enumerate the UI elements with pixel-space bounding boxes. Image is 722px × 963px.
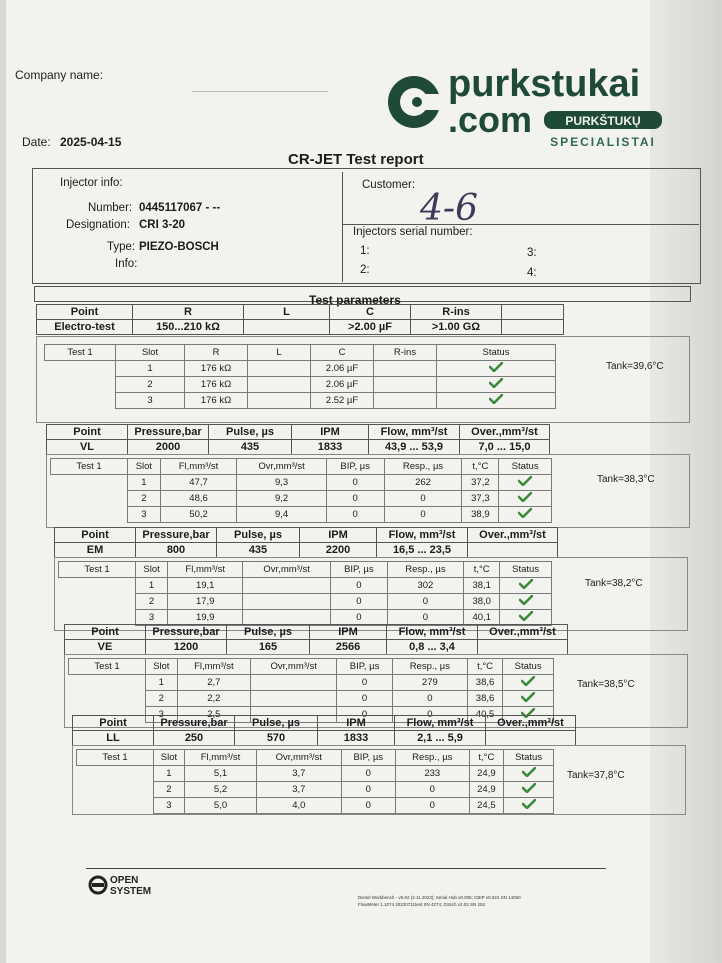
point-name: VE <box>65 640 146 655</box>
h-over: Over.,mm³/st <box>486 716 576 731</box>
cell-c: 2.52 µF <box>311 393 374 409</box>
company-label: Company name: <box>15 68 104 82</box>
cell-slot: 1 <box>154 766 185 782</box>
cell-bip: 0 <box>331 610 388 626</box>
electro-tank: Tank=39,6°C <box>606 361 664 372</box>
cell-slot: 2 <box>116 377 185 393</box>
status-cell <box>437 377 556 393</box>
test-label: Test 1 <box>51 459 128 475</box>
date-label: Date: <box>22 135 51 149</box>
row-spacer <box>59 578 136 594</box>
point-param-table <box>64 624 568 655</box>
handwritten-customer <box>418 182 508 228</box>
cell-resp: 0 <box>395 782 469 798</box>
point-ipm: 2566 <box>310 640 387 655</box>
electro-point: Electro-test <box>37 320 133 335</box>
cell-slot: 3 <box>136 610 168 626</box>
serial-2: 2: <box>360 264 370 276</box>
open-system-logo <box>88 873 188 902</box>
injector-info-label: Injector info: <box>60 177 123 189</box>
cell-fl: 2,5 <box>177 707 251 723</box>
col-header: BIP, µs <box>341 750 395 766</box>
ec-rins: R-ins <box>374 345 437 361</box>
info-divider <box>342 172 343 282</box>
point-param-table <box>54 527 558 558</box>
cell-rins <box>374 393 437 409</box>
col-header: BIP, µs <box>326 459 384 475</box>
purkstukai-logo <box>384 60 674 155</box>
point-results-table <box>58 561 552 626</box>
status-cell <box>437 361 556 377</box>
point-pulse: 435 <box>217 543 300 558</box>
point-pulse: 435 <box>209 440 292 455</box>
cell-rins <box>374 377 437 393</box>
status-cell <box>500 578 552 594</box>
cell-ovr <box>251 691 337 707</box>
cell-r: 176 kΩ <box>185 377 248 393</box>
checkmark-icon <box>521 692 535 702</box>
row-spacer <box>51 475 128 491</box>
h-flow: Flow, mm³/st <box>395 716 486 731</box>
table-row <box>51 507 552 523</box>
table-row <box>59 594 552 610</box>
footer-line-1: Diesel Workbench - v6.92 (2.11.2023); Serial Hub v0.005; CBIP v0.024 SN 14060 <box>358 895 521 900</box>
col-header: Ovr,mm³/st <box>251 659 337 675</box>
h-l: L <box>244 305 330 320</box>
number-value: 0445117067 - -- <box>139 202 221 214</box>
electro-param-table <box>36 304 564 335</box>
electro-l <box>244 320 330 335</box>
cell-bip: 0 <box>337 691 393 707</box>
cell-resp: 0 <box>387 610 463 626</box>
checkmark-icon <box>519 579 533 589</box>
status-cell <box>437 393 556 409</box>
h-point: Point <box>37 305 133 320</box>
col-header: Slot <box>146 659 178 675</box>
cell-slot: 2 <box>146 691 178 707</box>
cell-resp: 0 <box>392 691 467 707</box>
open-system-logo-graphic <box>88 873 188 897</box>
cell-ovr: 4,0 <box>257 798 341 814</box>
company-name-line <box>192 91 328 92</box>
cell-l <box>248 361 311 377</box>
table-row <box>69 675 554 691</box>
cell-fl: 47,7 <box>160 475 237 491</box>
cell-temp: 40,1 <box>464 610 500 626</box>
point-pulse: 570 <box>235 731 318 746</box>
point-tank: Tank=38,2°C <box>585 578 643 589</box>
col-header: t,°C <box>462 459 499 475</box>
cell-fl: 19,9 <box>168 610 243 626</box>
cell-resp: 0 <box>392 707 467 723</box>
cell-r: 176 kΩ <box>185 361 248 377</box>
point-tank: Tank=38,5°C <box>577 679 635 690</box>
checkmark-icon <box>489 394 503 404</box>
h-over: Over.,mm³/st <box>460 425 550 440</box>
type-value: PIEZO-BOSCH <box>139 241 219 253</box>
point-pulse: 165 <box>227 640 310 655</box>
col-header: Ovr,mm³/st <box>257 750 341 766</box>
cell-bip: 0 <box>331 578 388 594</box>
point-ipm: 2200 <box>300 543 377 558</box>
point-tank: Tank=37,8°C <box>567 770 625 781</box>
cell-resp: 0 <box>395 798 469 814</box>
cell-resp: 0 <box>384 491 462 507</box>
point-param-table <box>46 424 550 455</box>
point-results-table <box>76 749 554 814</box>
point-over: 7,0 ... 15,0 <box>460 440 550 455</box>
handwritten-text: 4-6 <box>420 188 478 228</box>
point-name: EM <box>55 543 136 558</box>
row-spacer <box>45 361 116 377</box>
h-pressure: Pressure,bar <box>154 716 235 731</box>
cell-l <box>248 393 311 409</box>
cell-temp: 24,5 <box>469 798 504 814</box>
serial-4: 4: <box>527 267 537 279</box>
point-flow: 43,9 ... 53,9 <box>369 440 460 455</box>
cell-ovr: 9,3 <box>237 475 327 491</box>
h-pressure: Pressure,bar <box>146 625 227 640</box>
cell-fl: 5,2 <box>184 782 256 798</box>
cell-fl: 19,1 <box>168 578 243 594</box>
electro-test-label: Test 1 <box>45 345 116 361</box>
type-label: Type: <box>107 241 136 253</box>
cell-temp: 24,9 <box>469 766 504 782</box>
status-cell <box>500 594 552 610</box>
col-header: BIP, µs <box>337 659 393 675</box>
status-cell <box>504 766 554 782</box>
checkmark-icon <box>519 611 533 621</box>
customer-label: Customer: <box>362 179 416 191</box>
electro-c: >2.00 µF <box>330 320 411 335</box>
checkmark-icon <box>521 676 535 686</box>
row-spacer <box>45 377 116 393</box>
table-row <box>77 798 554 814</box>
col-header: Resp., µs <box>395 750 469 766</box>
h-over: Over.,mm³/st <box>478 625 568 640</box>
logo-text-1: purkstukai <box>448 63 641 105</box>
h-c: C <box>330 305 411 320</box>
serial-3: 3: <box>527 247 537 259</box>
cell-rins <box>374 361 437 377</box>
checkmark-icon <box>518 476 532 486</box>
cell-fl: 48,6 <box>160 491 237 507</box>
cell-resp: 0 <box>387 594 463 610</box>
col-header: t,°C <box>467 659 502 675</box>
h-point: Point <box>55 528 136 543</box>
ec-l: L <box>248 345 311 361</box>
point-pressure: 1200 <box>146 640 227 655</box>
col-header: Resp., µs <box>392 659 467 675</box>
table-row <box>69 691 554 707</box>
point-pressure: 250 <box>154 731 235 746</box>
cell-fl: 5,1 <box>184 766 256 782</box>
cell-bip: 0 <box>326 491 384 507</box>
electro-empty <box>502 320 564 335</box>
cell-slot: 2 <box>154 782 185 798</box>
checkmark-icon <box>522 783 536 793</box>
point-flow: 0,8 ... 3,4 <box>387 640 478 655</box>
logo-system: SYSTEM <box>110 886 152 897</box>
number-label: Number: <box>88 202 133 214</box>
h-ipm: IPM <box>318 716 395 731</box>
point-ipm: 1833 <box>318 731 395 746</box>
cell-slot: 3 <box>116 393 185 409</box>
cell-fl: 2,2 <box>177 691 251 707</box>
cell-bip: 0 <box>337 707 393 723</box>
cell-ovr: 3,7 <box>257 766 341 782</box>
point-flow: 2,1 ... 5,9 <box>395 731 486 746</box>
cell-slot: 1 <box>146 675 178 691</box>
col-header: Resp., µs <box>384 459 462 475</box>
table-row <box>59 578 552 594</box>
checkmark-icon <box>522 767 536 777</box>
checkmark-icon <box>519 595 533 605</box>
col-header: Fl,mm³/st <box>177 659 251 675</box>
col-header: Fl,mm³/st <box>168 562 243 578</box>
h-point: Point <box>73 716 154 731</box>
col-header: Slot <box>128 459 161 475</box>
checkmark-icon <box>518 492 532 502</box>
point-pressure: 2000 <box>128 440 209 455</box>
row-spacer <box>51 507 128 523</box>
electro-results-table <box>44 344 556 409</box>
logo-open: OPEN <box>110 875 139 886</box>
cell-bip: 0 <box>341 798 395 814</box>
cell-c: 2.06 µF <box>311 361 374 377</box>
point-results-table <box>68 658 554 723</box>
col-header: Status <box>500 562 552 578</box>
cell-slot: 2 <box>136 594 168 610</box>
col-header: Fl,mm³/st <box>184 750 256 766</box>
table-row <box>45 361 556 377</box>
point-tank: Tank=38,3°C <box>597 474 655 485</box>
h-ipm: IPM <box>300 528 377 543</box>
checkmark-icon <box>489 362 503 372</box>
designation-label: Designation: <box>66 219 130 231</box>
cell-temp: 40,5 <box>467 707 502 723</box>
status-cell <box>499 475 552 491</box>
row-spacer <box>77 766 154 782</box>
row-spacer <box>69 691 146 707</box>
cell-temp: 38,6 <box>467 691 502 707</box>
customer-divider <box>342 224 699 225</box>
status-cell <box>503 691 554 707</box>
table-row <box>45 393 556 409</box>
cell-slot: 1 <box>136 578 168 594</box>
checkmark-icon <box>489 378 503 388</box>
h-rins: R-ins <box>411 305 502 320</box>
col-header: Resp., µs <box>387 562 463 578</box>
h-ipm: IPM <box>292 425 369 440</box>
status-cell <box>499 491 552 507</box>
checkmark-icon <box>522 799 536 809</box>
serial-1: 1: <box>360 245 370 257</box>
serial-label: Injectors serial number: <box>353 226 473 238</box>
test-label: Test 1 <box>59 562 136 578</box>
col-header: Fl,mm³/st <box>160 459 237 475</box>
h-pressure: Pressure,bar <box>128 425 209 440</box>
cell-ovr: 3,7 <box>257 782 341 798</box>
row-spacer <box>77 798 154 814</box>
col-header: BIP, µs <box>331 562 388 578</box>
cell-resp: 279 <box>392 675 467 691</box>
ec-c: C <box>311 345 374 361</box>
point-flow: 16,5 ... 23,5 <box>377 543 468 558</box>
h-over: Over.,mm³/st <box>468 528 558 543</box>
table-row <box>45 377 556 393</box>
point-name: VL <box>47 440 128 455</box>
point-param-table <box>72 715 576 746</box>
h-flow: Flow, mm³/st <box>377 528 468 543</box>
logo-badge: PURKŠTUKŲ <box>565 114 641 128</box>
cell-ovr <box>243 594 331 610</box>
cell-temp: 38,6 <box>467 675 502 691</box>
cell-slot: 1 <box>128 475 161 491</box>
logo-sub: SPECIALISTAI <box>550 135 656 149</box>
cell-bip: 0 <box>326 507 384 523</box>
table-row <box>51 491 552 507</box>
col-header: Ovr,mm³/st <box>243 562 331 578</box>
purkstukai-logo-graphic <box>384 60 674 155</box>
cell-l <box>248 377 311 393</box>
point-over <box>486 731 576 746</box>
h-empty <box>502 305 564 320</box>
cell-fl: 17,9 <box>168 594 243 610</box>
ec-r: R <box>185 345 248 361</box>
footer-line <box>86 868 606 869</box>
col-header: Slot <box>154 750 185 766</box>
row-spacer <box>51 491 128 507</box>
h-r: R <box>133 305 244 320</box>
col-header: Status <box>504 750 554 766</box>
h-point: Point <box>65 625 146 640</box>
cell-fl: 2,7 <box>177 675 251 691</box>
point-ipm: 1833 <box>292 440 369 455</box>
cell-bip: 0 <box>341 766 395 782</box>
cell-fl: 5,0 <box>184 798 256 814</box>
point-results-table <box>50 458 552 523</box>
cell-resp: 302 <box>387 578 463 594</box>
h-pressure: Pressure,bar <box>136 528 217 543</box>
cell-resp: 262 <box>384 475 462 491</box>
test-label: Test 1 <box>69 659 146 675</box>
cell-bip: 0 <box>341 782 395 798</box>
table-row <box>77 766 554 782</box>
ec-status: Status <box>437 345 556 361</box>
h-flow: Flow, mm³/st <box>369 425 460 440</box>
cell-temp: 37,2 <box>462 475 499 491</box>
cell-slot: 3 <box>128 507 161 523</box>
h-pulse: Pulse, µs <box>217 528 300 543</box>
point-pressure: 800 <box>136 543 217 558</box>
cell-slot: 3 <box>146 707 178 723</box>
table-row <box>51 475 552 491</box>
col-header: Status <box>499 459 552 475</box>
report-title: CR-JET Test report <box>288 151 424 168</box>
status-cell <box>499 507 552 523</box>
test-label: Test 1 <box>77 750 154 766</box>
cell-ovr: 9,2 <box>237 491 327 507</box>
cell-bip: 0 <box>326 475 384 491</box>
logo-text-2: .com <box>448 99 533 140</box>
row-spacer <box>45 393 116 409</box>
point-name: LL <box>73 731 154 746</box>
h-pulse: Pulse, µs <box>227 625 310 640</box>
cell-slot: 2 <box>128 491 161 507</box>
cell-bip: 0 <box>331 594 388 610</box>
cell-ovr: 9,4 <box>237 507 327 523</box>
table-row <box>77 782 554 798</box>
footer-line-2: FlowMeter 1.1074 20220711test SN 4274; D15ch v2.02 SN 253 <box>358 902 485 907</box>
h-ipm: IPM <box>310 625 387 640</box>
col-header: Status <box>503 659 554 675</box>
cell-slot: 3 <box>154 798 185 814</box>
col-header: t,°C <box>464 562 500 578</box>
h-flow: Flow, mm³/st <box>387 625 478 640</box>
electro-r: 150...210 kΩ <box>133 320 244 335</box>
cell-ovr <box>251 675 337 691</box>
cell-resp: 233 <box>395 766 469 782</box>
designation-value: CRI 3-20 <box>139 219 186 231</box>
col-header: t,°C <box>469 750 504 766</box>
ec-slot: Slot <box>116 345 185 361</box>
cell-slot: 1 <box>116 361 185 377</box>
cell-r: 176 kΩ <box>185 393 248 409</box>
point-over <box>478 640 568 655</box>
col-header: Ovr,mm³/st <box>237 459 327 475</box>
col-header: Slot <box>136 562 168 578</box>
cell-c: 2.06 µF <box>311 377 374 393</box>
row-spacer <box>69 675 146 691</box>
cell-temp: 24,9 <box>469 782 504 798</box>
status-cell <box>504 798 554 814</box>
status-cell <box>504 782 554 798</box>
params-title: Test parameters <box>309 293 401 307</box>
date-value: 2025-04-15 <box>60 135 122 149</box>
h-point: Point <box>47 425 128 440</box>
cell-temp: 38,0 <box>464 594 500 610</box>
h-pulse: Pulse, µs <box>235 716 318 731</box>
row-spacer <box>77 782 154 798</box>
cell-temp: 38,1 <box>464 578 500 594</box>
cell-resp: 0 <box>384 507 462 523</box>
cell-ovr <box>243 578 331 594</box>
cell-fl: 50,2 <box>160 507 237 523</box>
cell-temp: 37,3 <box>462 491 499 507</box>
h-pulse: Pulse, µs <box>209 425 292 440</box>
cell-temp: 38,9 <box>462 507 499 523</box>
electro-rins: >1.00 GΩ <box>411 320 502 335</box>
point-over <box>468 543 558 558</box>
row-spacer <box>59 594 136 610</box>
info-label: Info: <box>115 258 138 270</box>
status-cell <box>503 675 554 691</box>
cell-bip: 0 <box>337 675 393 691</box>
checkmark-icon <box>518 508 532 518</box>
